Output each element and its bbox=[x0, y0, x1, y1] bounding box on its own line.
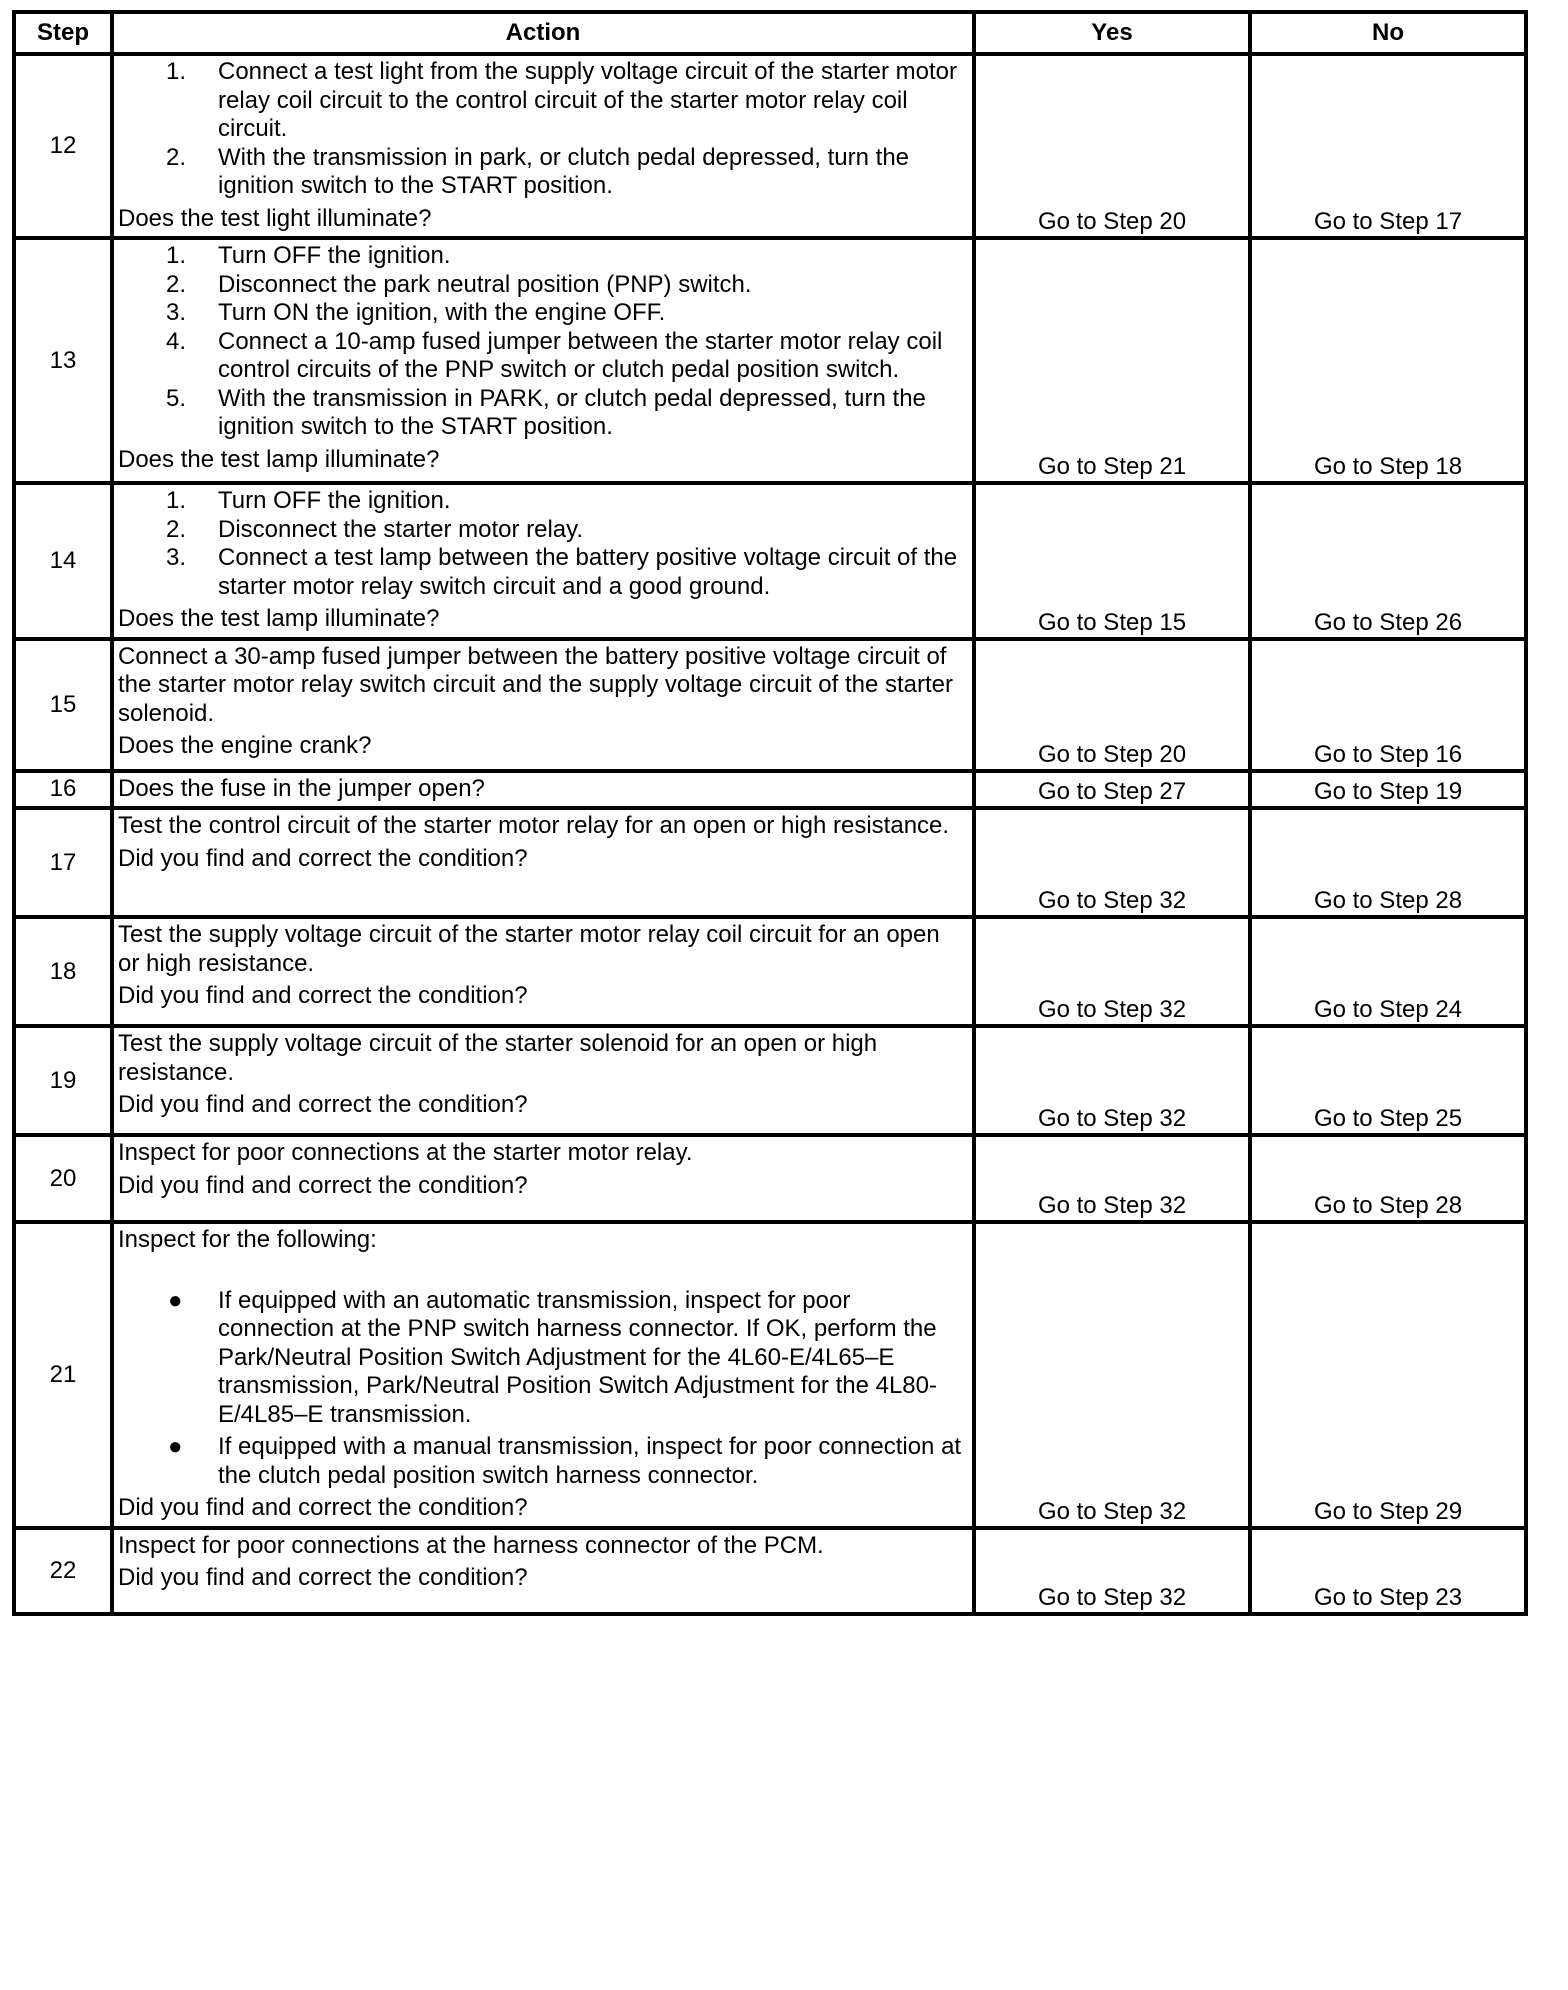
item-text: Connect a test lamp between the battery positive voltage circuit of the starter motor relay switch circuit and a good ground. bbox=[218, 544, 958, 600]
list-item: 1. Connect a test light from the supply voltage circuit of the starter motor relay coil circuit to the control circuit of the starter motor relay coil circuit. bbox=[166, 58, 958, 142]
table-row bbox=[14, 1026, 1526, 1135]
header-yes: Yes bbox=[974, 12, 1250, 54]
numbered-list bbox=[118, 242, 966, 442]
item-text: Connect a test light from the supply voltage circuit of the starter motor relay coil circuit to the control circuit of the starter motor relay coil circuit. bbox=[218, 58, 958, 142]
no-result: Go to Step 26 bbox=[1250, 483, 1526, 639]
no-result: Go to Step 25 bbox=[1250, 1026, 1526, 1135]
question: Does the test lamp illuminate? bbox=[118, 605, 440, 632]
question: Did you find and correct the condition? bbox=[118, 1564, 528, 1591]
yes-result: Go to Step 15 bbox=[974, 483, 1250, 639]
action-cell bbox=[112, 808, 974, 917]
yes-result: Go to Step 32 bbox=[974, 1222, 1250, 1528]
yes-result: Go to Step 32 bbox=[974, 1026, 1250, 1135]
question: Does the test lamp illuminate? bbox=[118, 445, 440, 473]
diagnostic-table bbox=[12, 10, 1528, 1616]
step-number: 19 bbox=[14, 1026, 112, 1135]
table-row bbox=[14, 771, 1526, 809]
step-number: 12 bbox=[14, 54, 112, 238]
bullet-list bbox=[118, 1287, 966, 1491]
item-text: With the transmission in PARK, or clutch pedal depressed, turn the ignition switch to the START position. bbox=[218, 384, 926, 440]
numbered-list bbox=[118, 58, 966, 201]
list-item: 3. Turn ON the ignition, with the engine OFF. bbox=[166, 299, 666, 326]
list-item: 3. Connect a test lamp between the battery positive voltage circuit of the starter motor relay switch circuit and a good ground. bbox=[166, 544, 958, 600]
question: Did you find and correct the condition? bbox=[118, 1091, 528, 1118]
action-text: Inspect for poor connections at the starter motor relay. bbox=[118, 1139, 693, 1166]
table-row bbox=[14, 639, 1526, 771]
action-text: Test the supply voltage circuit of the starter solenoid for an open or high resistance. bbox=[118, 1030, 878, 1086]
action-cell bbox=[112, 1528, 974, 1614]
table-row bbox=[14, 483, 1526, 639]
question: Did you find and correct the condition? bbox=[118, 1494, 528, 1521]
question: Did you find and correct the condition? bbox=[118, 844, 528, 872]
question: Does the fuse in the jumper open? bbox=[118, 774, 485, 802]
table-row bbox=[14, 54, 1526, 238]
action-cell bbox=[112, 238, 974, 483]
action-cell bbox=[112, 771, 974, 809]
list-item: 1. Turn OFF the ignition. bbox=[166, 487, 451, 514]
list-item: 1. Turn OFF the ignition. bbox=[166, 242, 451, 269]
table-row bbox=[14, 808, 1526, 917]
step-number: 14 bbox=[14, 483, 112, 639]
header-no: No bbox=[1250, 12, 1526, 54]
item-text: Connect a 10-amp fused jumper between the starter motor relay coil control circuits of the PNP switch or clutch pedal position switch. bbox=[218, 327, 943, 383]
table-row bbox=[14, 917, 1526, 1026]
action-text: Connect a 30-amp fused jumper between the battery positive voltage circuit of the starter motor relay switch circuit and the supply voltage circuit of the starter solenoid. bbox=[118, 642, 954, 727]
yes-result: Go to Step 20 bbox=[974, 54, 1250, 238]
yes-result: Go to Step 32 bbox=[974, 917, 1250, 1026]
no-result: Go to Step 19 bbox=[1250, 771, 1526, 809]
yes-result: Go to Step 27 bbox=[974, 771, 1250, 809]
step-number: 18 bbox=[14, 917, 112, 1026]
item-text: Turn OFF the ignition. bbox=[218, 487, 451, 514]
action-cell bbox=[112, 1135, 974, 1222]
list-item: 2. With the transmission in park, or clutch pedal depressed, turn the ignition switch to the START position. bbox=[166, 143, 910, 199]
item-text: With the transmission in park, or clutch pedal depressed, turn the ignition switch to the START position. bbox=[218, 143, 910, 199]
item-text: Turn ON the ignition, with the engine OFF. bbox=[218, 299, 666, 326]
step-number: 22 bbox=[14, 1528, 112, 1614]
no-result: Go to Step 24 bbox=[1250, 917, 1526, 1026]
yes-result: Go to Step 32 bbox=[974, 1135, 1250, 1222]
action-cell bbox=[112, 54, 974, 238]
question: Did you find and correct the condition? bbox=[118, 1171, 528, 1199]
no-result: Go to Step 28 bbox=[1250, 808, 1526, 917]
header-action: Action bbox=[112, 12, 974, 54]
header-step: Step bbox=[14, 12, 112, 54]
step-number: 17 bbox=[14, 808, 112, 917]
list-item: 2. Disconnect the park neutral position (PNP) switch. bbox=[166, 270, 752, 298]
step-number: 21 bbox=[14, 1222, 112, 1528]
action-cell bbox=[112, 917, 974, 1026]
no-result: Go to Step 23 bbox=[1250, 1528, 1526, 1614]
no-result: Go to Step 29 bbox=[1250, 1222, 1526, 1528]
item-text: If equipped with a manual transmission, inspect for poor connection at the clutch pedal position switch harness connector. bbox=[218, 1433, 962, 1489]
yes-result: Go to Step 32 bbox=[974, 1528, 1250, 1614]
question: Did you find and correct the condition? bbox=[118, 982, 528, 1009]
item-text: Disconnect the park neutral position (PNP) switch. bbox=[218, 270, 752, 298]
step-number: 20 bbox=[14, 1135, 112, 1222]
list-item: 2. Disconnect the starter motor relay. bbox=[166, 515, 584, 543]
no-result: Go to Step 18 bbox=[1250, 238, 1526, 483]
yes-result: Go to Step 21 bbox=[974, 238, 1250, 483]
list-item: 5. With the transmission in PARK, or clutch pedal depressed, turn the ignition switch to the START position. bbox=[166, 384, 926, 440]
list-item: ● If equipped with a manual transmission, inspect for poor connection at the clutch pedal position switch harness connector. bbox=[168, 1433, 962, 1489]
action-cell bbox=[112, 483, 974, 639]
table-row bbox=[14, 1135, 1526, 1222]
action-cell bbox=[112, 1026, 974, 1135]
action-text: Test the control circuit of the starter motor relay for an open or high resistance. bbox=[118, 812, 950, 839]
list-item: 4. Connect a 10-amp fused jumper between the starter motor relay coil control circuits of the PNP switch or clutch pedal position switch. bbox=[166, 327, 943, 383]
item-text: Turn OFF the ignition. bbox=[218, 242, 451, 269]
question: Does the test light illuminate? bbox=[118, 204, 432, 232]
numbered-list bbox=[118, 487, 966, 601]
action-cell bbox=[112, 639, 974, 771]
no-result: Go to Step 28 bbox=[1250, 1135, 1526, 1222]
yes-result: Go to Step 32 bbox=[974, 808, 1250, 917]
question: Does the engine crank? bbox=[118, 732, 372, 759]
step-number: 13 bbox=[14, 238, 112, 483]
list-item: ● If equipped with an automatic transmission, inspect for poor connection at the PNP switch harness connector. If OK, perform the Park/Neutral Position Switch Adjustment for the 4L60-E/4L65–E transmission, Park/Neutral Position Switch Adjustment for the 4L80-E/4L85–E transmission. bbox=[168, 1286, 937, 1428]
no-result: Go to Step 17 bbox=[1250, 54, 1526, 238]
action-text: Inspect for poor connections at the harness connector of the PCM. bbox=[118, 1531, 824, 1559]
table-row bbox=[14, 1528, 1526, 1614]
item-text: If equipped with an automatic transmission, inspect for poor connection at the PNP switch harness connector. If OK, perform the Park/Neutral Position Switch Adjustment for the 4L60-E/4L65–E transmission, Park/Neutral Position Switch Adjustment for the 4L80-E/4L85–E transmission. bbox=[218, 1286, 937, 1428]
no-result: Go to Step 16 bbox=[1250, 639, 1526, 771]
step-number: 15 bbox=[14, 639, 112, 771]
action-text: Test the supply voltage circuit of the starter motor relay coil circuit for an open or high resistance. bbox=[118, 921, 940, 977]
header-row bbox=[14, 12, 1526, 54]
step-number: 16 bbox=[14, 771, 112, 809]
table-row bbox=[14, 238, 1526, 483]
item-text: Disconnect the starter motor relay. bbox=[218, 515, 584, 543]
yes-result: Go to Step 20 bbox=[974, 639, 1250, 771]
action-cell bbox=[112, 1222, 974, 1528]
table-row bbox=[14, 1222, 1526, 1528]
action-text: Inspect for the following: bbox=[118, 1226, 377, 1253]
